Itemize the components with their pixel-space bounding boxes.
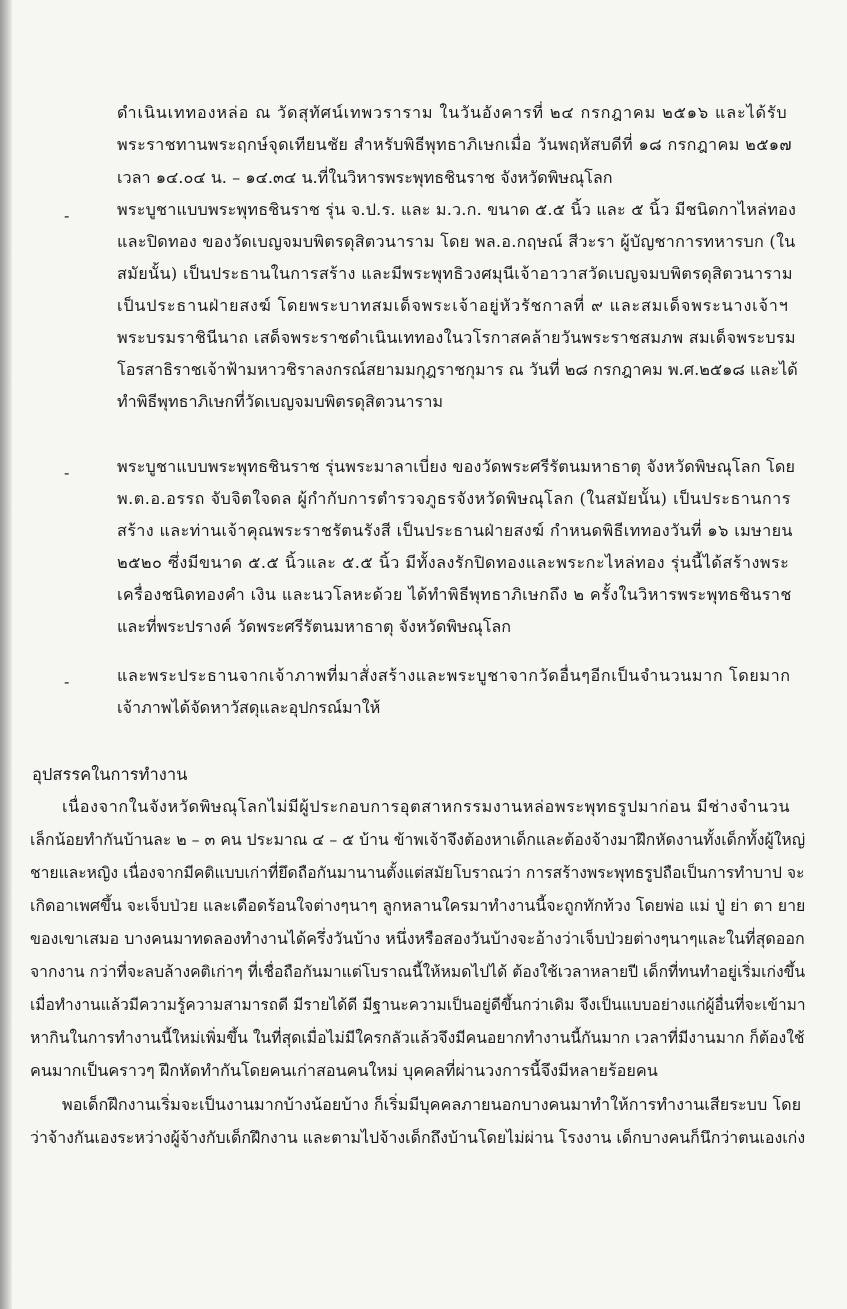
paragraph-1-line: จากงาน กว่าที่จะลบล้างคติเก่าๆ ที่เชื่อถือกันมาแต่โบราณนี้ให้หมดไปได้ ต้องใช้เวลาหลายปี เด็กที่ทนทำอยู่เริ่มเก่งขึ้น xyxy=(30,962,806,981)
paragraph-1-line: ชายและหญิง เนื่องจากมีคติแบบเก่าที่ยึดถือกันมานานตั้งแต่สมัยโบราณว่า การสร้างพระพุทธรูปถือเป็นการทำบาป จะ xyxy=(30,863,805,882)
section-heading: อุปสรรคในการทำงาน xyxy=(32,765,188,784)
bullet-1-line: และปิดทอง ของวัดเบญจมบพิตรดุสิตวนาราม โดย พล.อ.กฤษณ์ สีวะรา ผู้บัญชาการทหารบก (ใน xyxy=(117,232,796,251)
paragraph-2-line: ว่าจ้างกันเองระหว่างผู้จ้างกับเด็กฝึกงาน และตามไปจ้างเด็กถึงบ้านโดยไม่ผ่าน โรงงาน เด็กบางคนก็นึกว่าตนเองเก่ง xyxy=(30,1128,806,1147)
bullet-2-line: พ.ต.อ.อรรถ จับจิตใจดล ผู้กำกับการตำรวจภูธรจังหวัดพิษณุโลก (ในสมัยนั้น) เป็นประธานการ xyxy=(117,489,791,508)
bullet-1-line: สมัยนั้น) เป็นประธานในการสร้าง และมีพระพุทธิวงศมุนีเจ้าอาวาสวัดเบญจมบพิตรดุสิตวนาราม xyxy=(117,264,793,283)
bullet-dash: - xyxy=(64,206,70,225)
paragraph-1-line: คนมากเป็นคราวๆ ฝึกหัดทำกันโดยคนเก่าสอนคนใหม่ บุคคลที่ผ่านวงการนี้จึงมีหลายร้อยคน xyxy=(30,1061,658,1080)
bullet-1-line: ทำพิธีพุทธาภิเษกที่วัดเบญจมบพิตรดุสิตวนาราม xyxy=(117,392,444,411)
bullet-2-line: เครื่องชนิดทองคำ เงิน และนวโลหะด้วย ได้ทำพิธีพุทธาภิเษกถึง ๒ ครั้งในวิหารพระพุทธชินราช xyxy=(117,585,792,604)
paragraph-1-line: เกิดอาเพศขึ้น จะเจ็บป่วย และเดือดร้อนใจต่างๆนาๆ ลูกหลานใครมาทำงานนี้จะถูกทักท้วง โดยพ่อ แม่ ปู่ ย่า ตา ยาย xyxy=(30,896,806,915)
bullet-1-line: พระบรมราชินีนาถ เสด็จพระราชดำเนินเททองในวโรกาสคล้ายวันพระราชสมภพ สมเด็จพระบรม xyxy=(117,328,796,347)
bullet-2-line: และที่พระปรางค์ วัดพระศรีรัตนมหาธาตุ จังหวัดพิษณุโลก xyxy=(117,617,512,636)
bullet-1-line: โอรสาธิราชเจ้าฟ้ามหาวชิราลงกรณ์สยามมกุฎราชกุมาร ณ วันที่ ๒๘ กรกฎาคม พ.ศ.๒๕๑๘ และได้ xyxy=(117,360,798,379)
bullet-2-line: พระบูชาแบบพระพุทธชินราช รุ่นพระมาลาเบี่ยง ของวัดพระศรีรัตนมหาธาตุ จังหวัดพิษณุโลก โดย xyxy=(117,457,796,476)
paragraph-1-line: หากินในการทำงานนี้ใหม่เพิ่มขึ้น ในที่สุดเมื่อไม่มีใครกลัวแล้วจึงมีคนอยากทำงานนี้กันมาก เวลาที่มีงานมาก ก็ต้องใช้ xyxy=(30,1028,805,1047)
bullet-dash: - xyxy=(64,672,70,691)
text-line: เวลา ๑๔.๐๔ น. – ๑๔.๓๔ น.ที่ในวิหารพระพุทธชินราช จังหวัดพิษณุโลก xyxy=(117,168,613,187)
bullet-1-line: พระบูชาแบบพระพุทธชินราช รุ่น จ.ป.ร. และ ม.ว.ก. ขนาด ๕.๕ นิ้ว และ ๕ นิ้ว มีชนิดกาไหล่ทอง xyxy=(117,200,797,219)
bullet-2-line: ๒๕๒๐ ซึ่งมีขนาด ๕.๕ นิ้วและ ๕.๕ นิ้ว มีทั้งลงรักปิดทองและพระกะไหล่ทอง รุ่นนี้ได้สร้างพระ xyxy=(117,553,790,572)
paragraph-1-line: เมื่อทำงานแล้วมีความรู้ความสามารถดี มีรายได้ดี มีฐานะความเป็นอยู่ดีขึ้นกว่าเดิม จึงเป็นแบบอย่างแก่ผู้อื่นที่จะเข้ามา xyxy=(30,996,806,1014)
paragraph-2-line: พอเด็กฝึกงานเริ่มจะเป็นงานมากบ้างน้อยบ้าง ก็เริ่มมีบุคคลภายนอกบางคนมาทำให้การทำงานเสียระบบ โดย xyxy=(62,1095,802,1114)
text-line: ดำเนินเททองหล่อ ณ วัดสุทัศน์เทพวราราม ในวันอังคารที่ ๒๔ กรกฎาคม ๒๕๑๖ และได้รับ xyxy=(117,103,788,122)
bullet-2-line: สร้าง และท่านเจ้าคุณพระราชรัตนรังสี เป็นประธานฝ่ายสงฆ์ กำหนดพิธีเททองวันที่ ๑๖ เมษายน xyxy=(117,521,793,540)
bullet-3-line: เจ้าภาพได้จัดหาวัสดุและอุปกรณ์มาให้ xyxy=(117,698,381,717)
bullet-dash: - xyxy=(64,463,70,482)
paragraph-1-line: ของเขาเสมอ บางคนมาทดลองทำงานได้ครึ่งวันบ้าง หนึ่งหรือสองวันบ้างจะอ้างว่าเจ็บป่วยต่างๆนาๆและในที่สุดออก xyxy=(30,929,805,948)
bullet-1-line: เป็นประธานฝ่ายสงฆ์ โดยพระบาทสมเด็จพระเจ้าอยู่หัวรัชกาลที่ ๙ และสมเด็จพระนางเจ้าฯ xyxy=(117,296,789,315)
paragraph-1-line: เนื่องจากในจังหวัดพิษณุโลกไม่มีผู้ประกอบการอุตสาหกรรมงานหล่อพระพุทธรูปมาก่อน มีช่างจำนวน xyxy=(62,797,791,816)
text-line: พระราชทานพระฤกษ์จุดเทียนชัย สำหรับพิธีพุทธาภิเษกเมื่อ วันพฤหัสบดีที่ ๑๘ กรกฎาคม ๒๕๑๗ xyxy=(117,135,792,154)
bullet-3-line: และพระประธานจากเจ้าภาพที่มาสั่งสร้างและพระบูชาจากวัดอื่นๆอีกเป็นจำนวนมาก โดยมาก xyxy=(117,666,791,685)
paragraph-1-line: เล็กน้อยทำกันบ้านละ ๒ – ๓ คน ประมาณ ๔ – ๕ บ้าน ข้าพเจ้าจึงต้องหาเด็กและต้องจ้างมาฝึกหัดงานทั้งเด็กทั้งผู้ใหญ่ xyxy=(30,830,806,849)
